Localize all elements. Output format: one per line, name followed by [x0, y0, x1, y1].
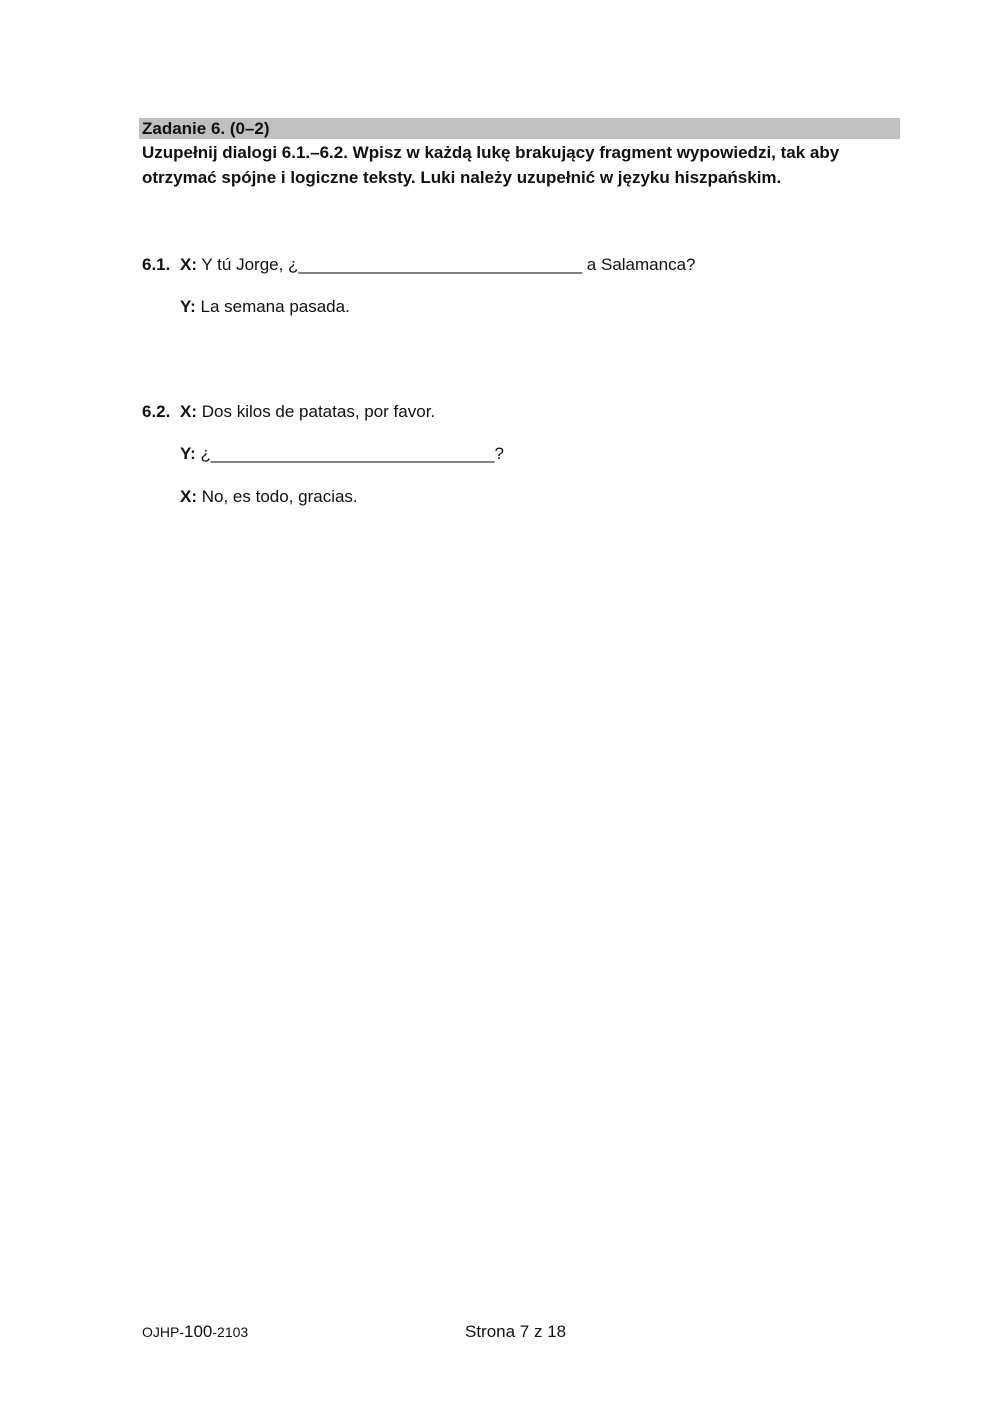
speaker-label: Y: — [180, 444, 196, 463]
line-text-before-gap: ¿ — [200, 444, 211, 463]
line-text: La semana pasada. — [200, 297, 350, 316]
exam-code — [142, 1322, 248, 1342]
speaker-label: Y: — [180, 297, 196, 316]
line-text: No, es todo, gracias. — [201, 487, 358, 506]
speaker-label: X: — [180, 255, 197, 274]
speaker-label: X: — [180, 402, 197, 421]
task-instructions: Uzupełnij dialogi 6.1.–6.2. Wpisz w każdą lukę brakujący fragment wypowiedzi, tak aby otrzymać spójne i logiczne teksty. Luki należy uzupełnić w języku hiszpańskim. — [142, 143, 840, 187]
line-text-before-gap: Y tú Jorge, ¿ — [201, 255, 299, 274]
dialogue-number-6-1: 6.1. — [142, 255, 171, 274]
exam-code-suffix: -2103 — [212, 1324, 249, 1340]
dialogue-6-2-line-3 — [180, 486, 358, 508]
exam-code-middle: 100 — [184, 1322, 213, 1341]
task-title: Zadanie 6. (0–2) — [139, 118, 900, 139]
line-text-after-gap: ? — [494, 444, 504, 463]
dialogue-6-2-line-1 — [180, 401, 435, 423]
answer-gap[interactable]: ______________________________ — [298, 255, 583, 274]
page-number: Strona 7 z 18 — [465, 1322, 567, 1341]
speaker-label: X: — [180, 487, 197, 506]
dialogue-6-1-line-2 — [180, 296, 350, 318]
answer-gap[interactable]: ______________________________ — [210, 444, 495, 463]
exam-code-prefix: OJHP- — [142, 1324, 184, 1340]
dialogue-6-1-line-1 — [180, 254, 695, 276]
dialogue-number-6-2: 6.2. — [142, 402, 171, 421]
dialogue-6-2-line-2 — [180, 443, 504, 465]
line-text: Dos kilos de patatas, por favor. — [201, 402, 436, 421]
line-text-after-gap: a Salamanca? — [582, 255, 696, 274]
